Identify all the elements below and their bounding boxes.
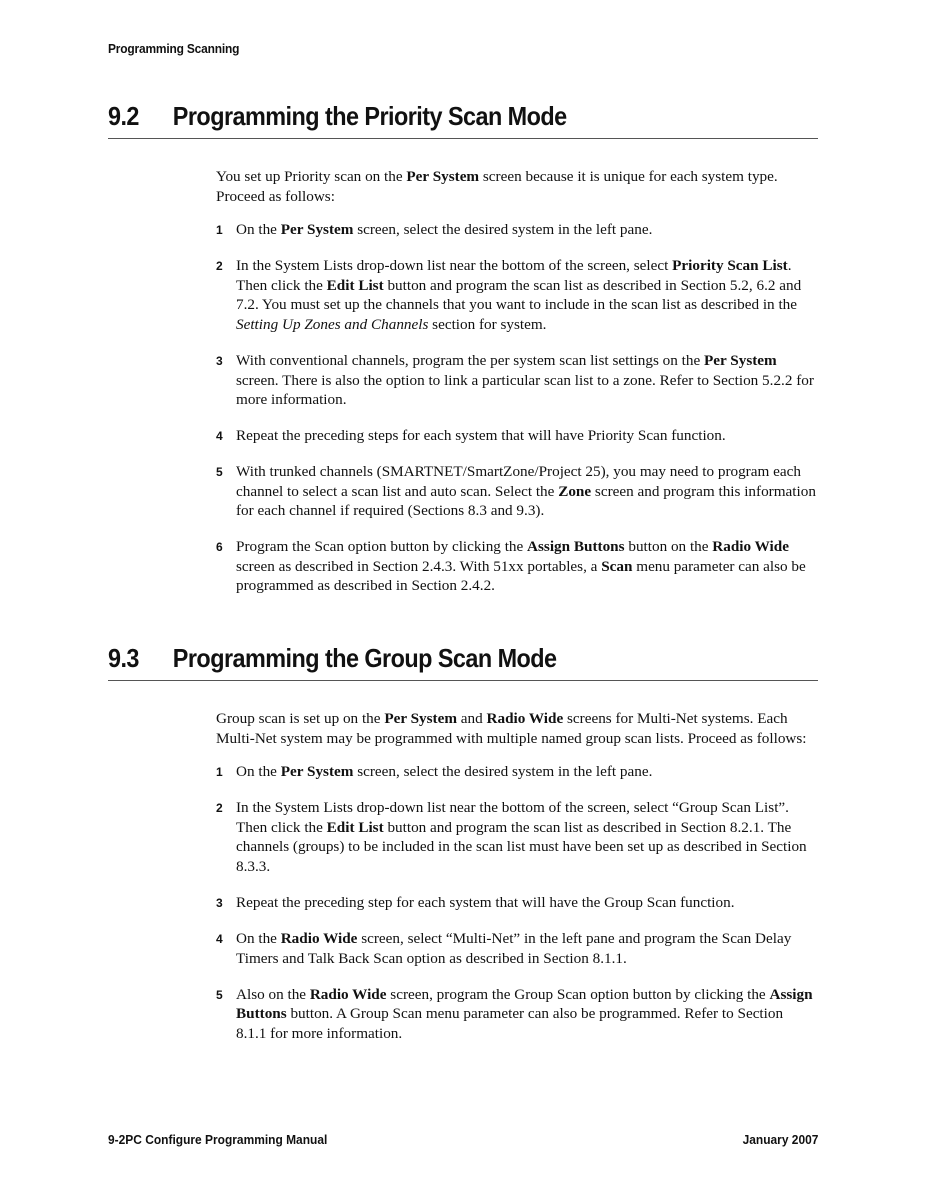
text-run: screen, select the desired system in the left pane. [353,763,653,781]
step-list [216,220,816,596]
step-number: 2 [216,801,223,816]
step-item [216,985,816,1044]
step-text [236,427,726,444]
step-text [236,463,816,519]
step-number: 4 [216,429,223,444]
step-text [236,930,791,967]
step-item [216,462,816,521]
text-run: button. A Group Scan menu parameter can also be programmed. Refer to Section 8.1.1 for more information. [236,1005,784,1042]
step-text [236,894,735,911]
text-run: screen, program the Group Scan option button by clicking the [386,985,770,1003]
text-run: On the [236,221,281,239]
text-run: In the System Lists drop-down list near the bottom of the screen, select [236,257,673,275]
bold-term: Per System [406,168,480,185]
text-run: screen. There is also the option to link a particular scan list to a zone. Refer to Section 5.2.2 for more information. [236,371,814,409]
section-body-9-3 [216,709,816,1060]
section-title: Programming the Priority Scan Mode [172,101,567,131]
page-footer [108,1132,818,1147]
text-run: screen as described in Section 2.4.3. With 51xx portables, a [236,557,602,575]
step-text [236,257,801,333]
text-run: section for system. [428,315,547,333]
heading-rule [108,680,818,681]
step-item [216,798,816,876]
text-run: button and program the scan list as described in Section 5.2, 6.2 and 7.2. You must set up the channels that you want to include in the scan list as described in the [236,276,802,314]
step-number: 1 [216,765,223,780]
italic-term: Setting Up Zones and Channels [236,315,429,333]
footer-date: January 2007 [742,1132,818,1147]
step-item [216,426,816,446]
step-number: 6 [216,540,223,555]
bold-term: Radio Wide [280,929,358,947]
intro-paragraph [216,709,816,748]
bold-term: Radio Wide [486,710,564,727]
section-title: Programming the Group Scan Mode [172,643,557,673]
bold-term: Edit List [326,818,384,836]
step-number: 2 [216,259,223,274]
text-run: menu parameter can also be programmed as described in Section 2.4.2. [236,557,806,595]
section-heading-9-2 [108,101,818,139]
text-run: screen, select the desired system in the left pane. [353,221,653,239]
bold-term: Per System [280,763,354,781]
text-run: screen because it is unique for each system type. Proceed as follows: [216,168,778,205]
step-number: 4 [216,931,223,946]
text-run: In the System Lists drop-down list near the bottom of the screen, select “Group Scan List”. Then click the [236,799,789,836]
footer-page-number: 9-2 [108,1132,126,1147]
step-text [236,221,652,238]
text-run: With conventional channels, program the per system scan list settings on the [236,351,704,369]
section-body-9-2 [216,167,816,612]
text-run: and [457,710,487,727]
step-number: 3 [216,353,223,368]
step-text [236,799,807,875]
text-run: screens for Multi-Net systems. Each Multi-Net system may be programmed with multiple named group scan lists. Proceed as follows: [216,710,807,747]
step-number: 3 [216,895,223,910]
bold-term: Radio Wide [309,985,387,1003]
step-item [216,537,816,596]
bold-term: Per System [280,221,354,239]
text-run: You set up Priority scan on the [216,168,407,185]
bold-term: Zone [558,482,592,500]
step-item [216,929,816,968]
section-heading-9-3 [108,643,818,681]
intro-paragraph [216,167,816,206]
text-run: With trunked channels (SMARTNET/SmartZone/Project 25), you may need to program each channel to select a scan list and auto scan. Select the [236,463,801,500]
step-item [216,220,816,240]
step-text [236,986,813,1042]
step-text [236,763,652,780]
step-number: 5 [216,465,223,480]
text-run: Group scan is set up on the [216,710,385,727]
text-run: On the [236,763,281,781]
step-item [216,893,816,913]
running-head: Programming Scanning [108,41,240,56]
bold-term: Assign Buttons [527,538,625,556]
bold-term: Per System [704,351,777,369]
bold-term: Edit List [326,276,384,294]
text-run: Repeat the preceding step for each system that will have the Group Scan function. [236,893,735,911]
section-number: 9.3 [108,643,139,673]
step-item [216,351,816,410]
bold-term: Priority Scan List [672,257,788,275]
heading-rule [108,138,818,139]
section-number: 9.2 [108,101,139,131]
text-run: Repeat the preceding steps for each system that will have Priority Scan function. [236,427,726,445]
text-run: screen and program this information for each channel if required (Sections 8.3 and 9.3). [236,482,816,520]
step-number: 1 [216,223,223,238]
text-run: button on the [624,538,713,556]
footer-manual-title: PC Configure Programming Manual [125,1132,328,1147]
text-run: button and program the scan list as described in Section 8.2.1. The channels (groups) to be included in the scan list must have been set up as described in Section 8.3.3. [236,818,807,875]
step-number: 5 [216,987,223,1002]
bold-term: Per System [384,710,457,727]
bold-term: Radio Wide [712,538,789,556]
step-text [236,538,806,594]
step-item [216,256,816,334]
text-run: Also on the [236,985,310,1003]
step-item [216,762,816,782]
text-run: On the [236,929,281,947]
text-run: screen, select “Multi-Net” in the left pane and program the Scan Delay Timers and Talk Back Scan option as described in Section 8.1.1. [236,929,792,967]
step-list [216,762,816,1043]
bold-term: Scan [601,557,633,575]
step-text [236,352,814,408]
text-run: . Then click the [236,257,792,294]
bold-term: Assign Buttons [236,985,813,1023]
text-run: Program the Scan option button by clicking the [236,538,528,556]
